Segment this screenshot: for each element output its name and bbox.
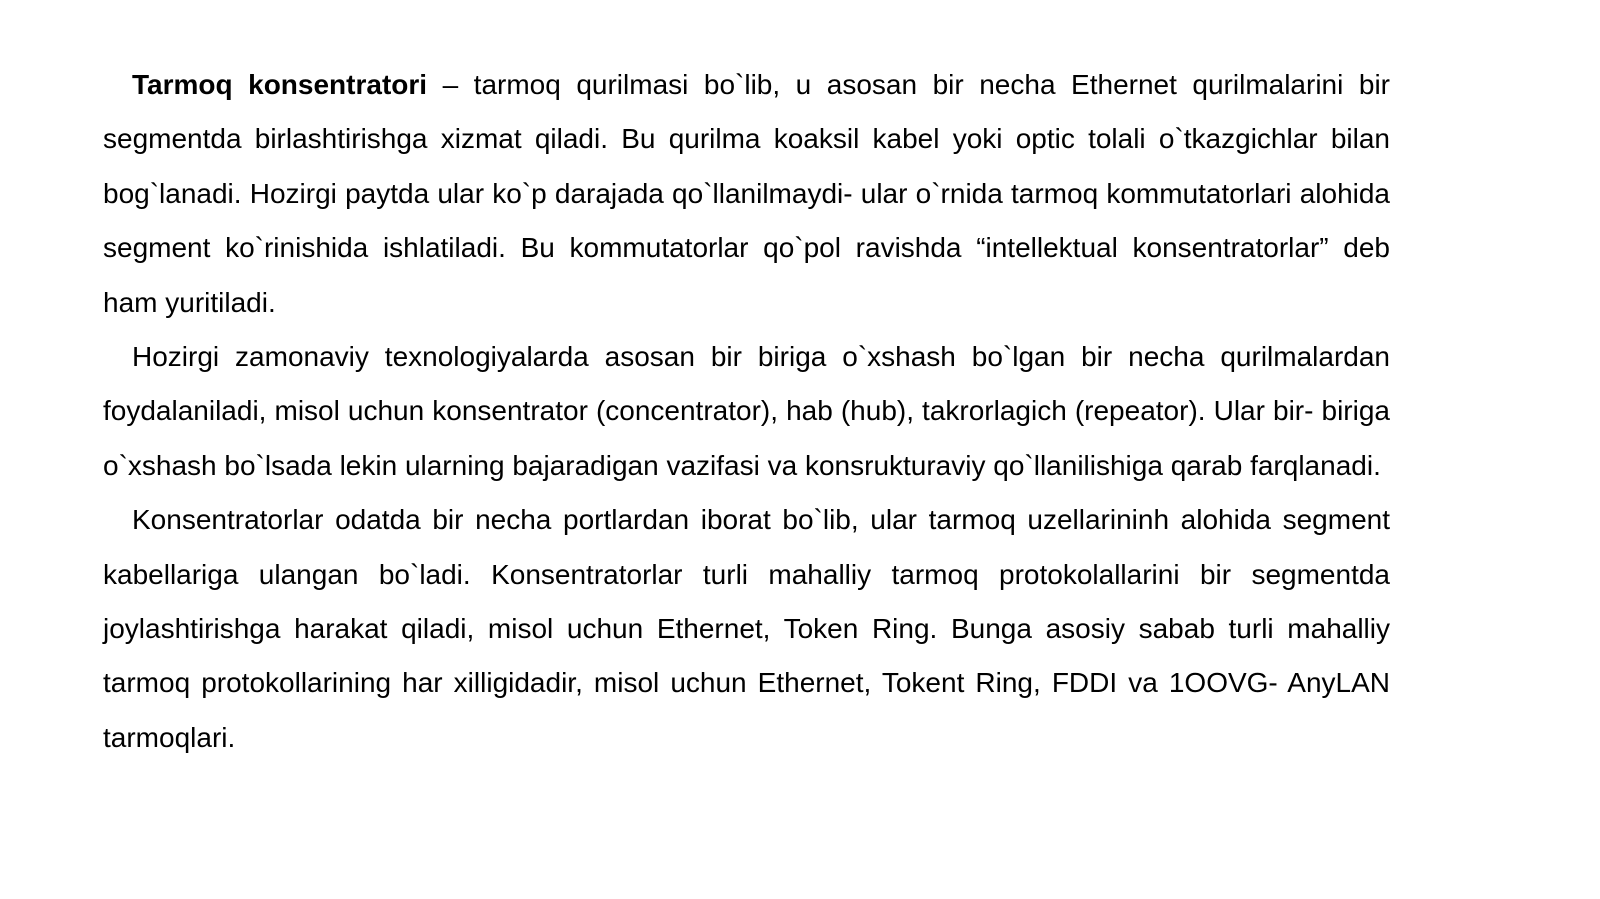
paragraph-1 xyxy=(103,58,1390,330)
document-body xyxy=(103,58,1390,765)
paragraph-1-text: – tarmoq qurilmasi bo`lib, u asosan bir necha Ethernet qurilmalarini bir segmentda birlashtirishga xizmat qiladi. Bu qurilma koaksil kabel yoki optic tolali o`tkazgichlar bilan bog`lanadi. Hozirgi paytda ular ko`p darajada qo`llanilmaydi- ular o`rnida tarmoq kommutatorlari alohida segment ko`rinishida ishlatiladi. Bu kommutatorlar qo`pol ravishda “intellektual konsentratorlar” deb ham yuritiladi. xyxy=(103,69,1390,318)
paragraph-3: Konsentratorlar odatda bir necha portlardan iborat bo`lib, ular tarmoq uzellarininh alohida segment kabellariga ulangan bo`ladi. Konsentratorlar turli mahalliy tarmoq protokolallarini bir segmentda joylashtirishga harakat qiladi, misol uchun Ethernet, Token Ring. Bunga asosiy sabab turli mahalliy tarmoq protokollarining har xilligidadir, misol uchun Ethernet, Tokent Ring, FDDI va 1OOVG- AnyLAN tarmoqlari. xyxy=(103,504,1390,753)
term-heading: Tarmoq konsentratori xyxy=(132,69,428,100)
paragraph-2: Hozirgi zamonaviy texnologiyalarda asosan bir biriga o`xshash bo`lgan bir necha qurilmalardan foydalaniladi, misol uchun konsentrator (concentrator), hab (hub), takrorlagich (repeator). Ular bir- biriga o`xshash bo`lsada lekin ularning bajaradigan vazifasi va konsrukturaviy qo`llanilishiga qarab farqlanadi. xyxy=(103,341,1390,481)
